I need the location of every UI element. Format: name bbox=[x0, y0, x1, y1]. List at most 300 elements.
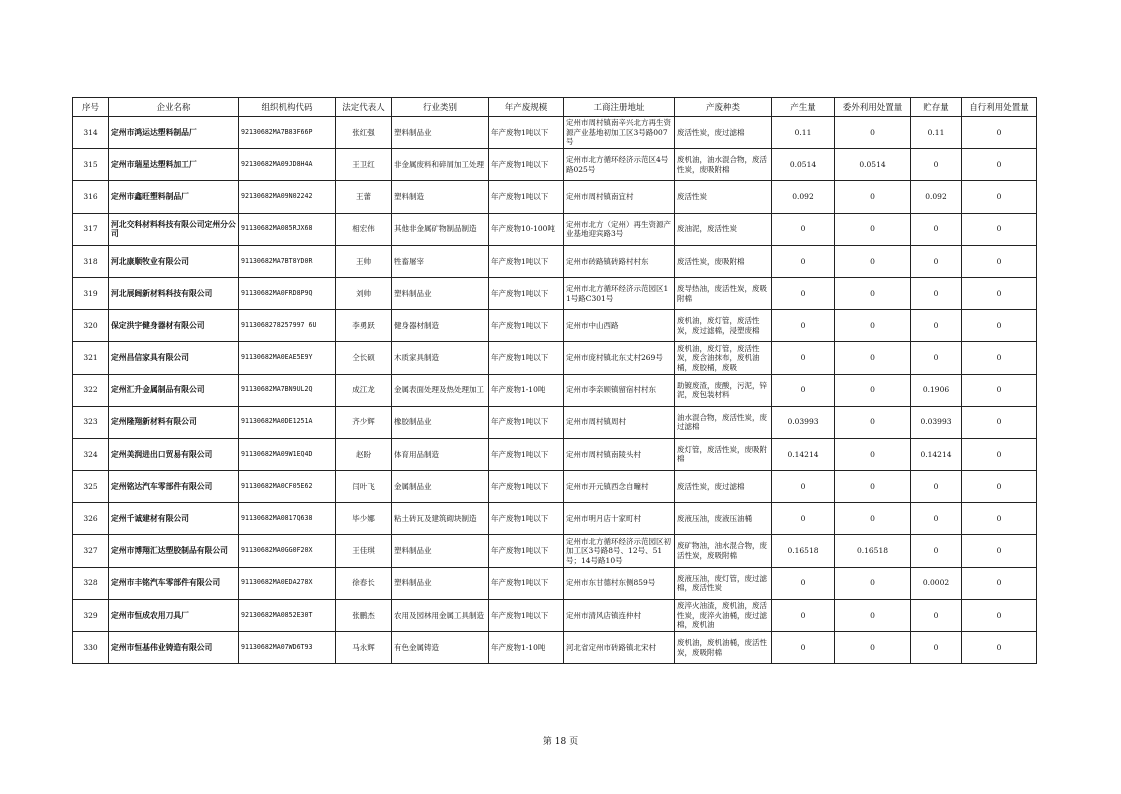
cell-org-code bbox=[239, 599, 336, 631]
cell-address-text: 定州市李亲顾镇留宿村村东 bbox=[566, 385, 656, 395]
cell-waste-type-text: 废机油，废灯管，废活性炭，废过滤棉，浸塑废棉 bbox=[677, 316, 760, 335]
cell-company bbox=[109, 245, 239, 277]
cell-self-disposed bbox=[962, 213, 1037, 245]
cell-index bbox=[73, 503, 109, 535]
col-header-org-code: 组织机构代码 bbox=[239, 98, 336, 117]
cell-org-code bbox=[239, 632, 336, 664]
cell-legal-rep bbox=[336, 149, 392, 181]
cell-company-text: 定州市瑞星达塑料加工厂 bbox=[111, 159, 197, 169]
cell-stored bbox=[911, 277, 962, 309]
cell-industry bbox=[392, 310, 489, 342]
cell-self-disposed-text: 0 bbox=[996, 159, 1002, 169]
cell-self-disposed bbox=[962, 117, 1037, 149]
cell-outsourced-text: 0 bbox=[870, 320, 875, 330]
cell-org-code-text: 92130682MA0852E30T bbox=[241, 610, 313, 619]
cell-legal-rep bbox=[336, 535, 392, 567]
table-row bbox=[73, 149, 1037, 181]
cell-org-code-text: 9113068278257997 6U bbox=[241, 320, 317, 329]
cell-stored bbox=[911, 310, 962, 342]
cell-org-code bbox=[239, 374, 336, 406]
cell-org-code-text: 92130682MA09JD8H4A bbox=[241, 159, 313, 168]
cell-self-disposed-text: 0 bbox=[996, 642, 1002, 652]
cell-org-code-text: 91130682MA7BT8YD0R bbox=[241, 256, 313, 265]
cell-waste-type bbox=[675, 117, 772, 149]
cell-industry-text: 塑料制造 bbox=[394, 192, 424, 202]
table-row bbox=[73, 117, 1037, 149]
cell-stored-text: 0.03993 bbox=[920, 417, 952, 427]
cell-scale bbox=[489, 342, 564, 374]
cell-self-disposed bbox=[962, 535, 1037, 567]
cell-stored bbox=[911, 632, 962, 664]
cell-generated bbox=[772, 117, 835, 149]
cell-company bbox=[109, 213, 239, 245]
cell-stored-text: 0.11 bbox=[927, 127, 945, 137]
cell-self-disposed-text: 0 bbox=[996, 353, 1002, 363]
col-header-legal-rep: 法定代表人 bbox=[336, 98, 392, 117]
cell-company bbox=[109, 632, 239, 664]
cell-generated bbox=[772, 213, 835, 245]
cell-generated bbox=[772, 342, 835, 374]
cell-waste-type bbox=[675, 213, 772, 245]
cell-waste-type bbox=[675, 406, 772, 438]
cell-scale bbox=[489, 535, 564, 567]
cell-waste-type-text: 油水混合物，废活性炭，废过滤棉 bbox=[677, 412, 767, 432]
table-body bbox=[73, 117, 1037, 664]
cell-self-disposed-text: 0 bbox=[996, 578, 1002, 588]
cell-index bbox=[73, 599, 109, 631]
table-row bbox=[73, 567, 1037, 599]
cell-generated bbox=[772, 599, 835, 631]
cell-scale bbox=[489, 374, 564, 406]
cell-outsourced-text: 0 bbox=[870, 353, 875, 363]
cell-org-code bbox=[239, 567, 336, 599]
cell-scale-text: 年产废物1-10吨 bbox=[491, 642, 546, 652]
cell-scale-text: 年产废物1吨以下 bbox=[491, 127, 549, 137]
cell-legal-rep-text: 赵盼 bbox=[356, 449, 371, 459]
cell-index-text: 328 bbox=[83, 578, 98, 588]
cell-generated bbox=[772, 535, 835, 567]
cell-address bbox=[564, 310, 675, 342]
cell-company bbox=[109, 181, 239, 213]
cell-outsourced bbox=[835, 310, 911, 342]
cell-legal-rep-text: 成江龙 bbox=[352, 385, 375, 395]
cell-legal-rep bbox=[336, 438, 392, 470]
waste-enterprise-table bbox=[72, 97, 1037, 664]
cell-address-text: 定州市周村镇南陵头村 bbox=[566, 449, 641, 459]
cell-stored-text: 0 bbox=[933, 288, 939, 298]
cell-scale bbox=[489, 213, 564, 245]
cell-org-code-text: 91130682MA0CF05E62 bbox=[241, 481, 313, 490]
cell-org-code bbox=[239, 342, 336, 374]
cell-company bbox=[109, 599, 239, 631]
cell-company bbox=[109, 310, 239, 342]
cell-generated bbox=[772, 245, 835, 277]
table-row bbox=[73, 599, 1037, 631]
cell-waste-type bbox=[675, 632, 772, 664]
table-row bbox=[73, 342, 1037, 374]
cell-company-text: 保定洪宇健身器材有限公司 bbox=[111, 320, 205, 330]
table-row bbox=[73, 471, 1037, 503]
cell-index bbox=[73, 181, 109, 213]
cell-outsourced-text: 0 bbox=[870, 642, 875, 652]
cell-legal-rep-text: 齐少辉 bbox=[352, 417, 375, 427]
cell-legal-rep bbox=[336, 342, 392, 374]
cell-stored bbox=[911, 149, 962, 181]
cell-self-disposed bbox=[962, 181, 1037, 213]
cell-scale bbox=[489, 567, 564, 599]
cell-waste-type-text: 废活性炭，废过滤棉 bbox=[677, 481, 745, 491]
cell-waste-type-text: 废活性炭 bbox=[677, 192, 707, 202]
cell-self-disposed bbox=[962, 567, 1037, 599]
cell-waste-type-text: 废灯管，废活性炭，废吸附棉 bbox=[677, 444, 767, 464]
cell-scale bbox=[489, 277, 564, 309]
cell-index bbox=[73, 213, 109, 245]
cell-index-text: 326 bbox=[83, 514, 98, 524]
cell-company bbox=[109, 471, 239, 503]
cell-industry bbox=[392, 117, 489, 149]
cell-outsourced-text: 0.0514 bbox=[859, 159, 886, 169]
col-header-outsourced: 委外利用处置量 bbox=[835, 98, 911, 117]
cell-address bbox=[564, 117, 675, 149]
cell-generated-text: 0 bbox=[800, 578, 806, 588]
cell-stored-text: 0 bbox=[933, 353, 939, 363]
cell-org-code bbox=[239, 438, 336, 470]
cell-industry bbox=[392, 406, 489, 438]
cell-legal-rep bbox=[336, 599, 392, 631]
cell-scale-text: 年产废物1吨以下 bbox=[491, 514, 549, 524]
cell-scale-text: 年产废物1吨以下 bbox=[491, 449, 549, 459]
cell-stored-text: 0 bbox=[933, 320, 939, 330]
cell-industry bbox=[392, 245, 489, 277]
cell-company bbox=[109, 342, 239, 374]
table-row bbox=[73, 181, 1037, 213]
col-header-scale: 年产废规模 bbox=[489, 98, 564, 117]
cell-stored-text: 0.0002 bbox=[922, 578, 950, 588]
cell-self-disposed-text: 0 bbox=[996, 320, 1002, 330]
cell-stored bbox=[911, 406, 962, 438]
cell-industry-text: 非金属废料和碎屑加工处理 bbox=[394, 159, 484, 169]
cell-scale bbox=[489, 406, 564, 438]
cell-index-text: 315 bbox=[83, 159, 98, 169]
cell-company bbox=[109, 117, 239, 149]
col-header-self-disposed: 自行利用处置量 bbox=[962, 98, 1037, 117]
cell-scale-text: 年产废物1吨以下 bbox=[491, 288, 549, 298]
cell-industry-text: 塑料制品业 bbox=[394, 127, 432, 137]
cell-waste-type bbox=[675, 310, 772, 342]
cell-self-disposed-text: 0 bbox=[996, 514, 1002, 524]
cell-self-disposed-text: 0 bbox=[996, 546, 1002, 556]
cell-org-code-text: 91130682MA07WD6T93 bbox=[241, 642, 313, 651]
cell-index-text: 319 bbox=[83, 288, 98, 298]
cell-generated-text: 0 bbox=[800, 610, 806, 620]
cell-outsourced bbox=[835, 503, 911, 535]
cell-org-code bbox=[239, 213, 336, 245]
cell-self-disposed-text: 0 bbox=[996, 224, 1002, 234]
cell-self-disposed bbox=[962, 632, 1037, 664]
cell-generated bbox=[772, 277, 835, 309]
cell-legal-rep-text: 马永辉 bbox=[352, 642, 375, 652]
cell-legal-rep bbox=[336, 406, 392, 438]
cell-stored-text: 0 bbox=[933, 610, 939, 620]
cell-self-disposed bbox=[962, 599, 1037, 631]
cell-company bbox=[109, 535, 239, 567]
cell-self-disposed-text: 0 bbox=[996, 449, 1002, 459]
cell-company-text: 定州千诚建材有限公司 bbox=[111, 514, 189, 524]
cell-company-text: 定州市丰铭汽车零部件有限公司 bbox=[111, 578, 221, 588]
cell-generated bbox=[772, 181, 835, 213]
cell-company-text: 定州市恒基伟业铸造有限公司 bbox=[111, 642, 213, 652]
cell-outsourced bbox=[835, 342, 911, 374]
cell-stored bbox=[911, 535, 962, 567]
cell-waste-type bbox=[675, 503, 772, 535]
cell-company-text: 定州汇升金属制品有限公司 bbox=[111, 385, 205, 395]
cell-industry bbox=[392, 471, 489, 503]
cell-generated-text: 0 bbox=[800, 320, 806, 330]
cell-waste-type-text: 废淬火油渣，废机油，废活性炭，废淬火油桶，废过滤棉，废机油 bbox=[677, 601, 767, 630]
cell-outsourced-text: 0.16518 bbox=[856, 546, 888, 556]
cell-industry-text: 有色金属铸造 bbox=[394, 642, 439, 652]
cell-outsourced bbox=[835, 471, 911, 503]
cell-self-disposed bbox=[962, 374, 1037, 406]
cell-waste-type bbox=[675, 149, 772, 181]
cell-stored-text: 0 bbox=[933, 224, 939, 234]
cell-generated-text: 0.0514 bbox=[789, 159, 817, 169]
cell-index bbox=[73, 245, 109, 277]
cell-outsourced bbox=[835, 181, 911, 213]
cell-scale-text: 年产废物1吨以下 bbox=[491, 578, 549, 588]
cell-org-code bbox=[239, 535, 336, 567]
cell-industry bbox=[392, 599, 489, 631]
cell-legal-rep-text: 徐春长 bbox=[352, 578, 375, 588]
cell-index bbox=[73, 535, 109, 567]
cell-self-disposed bbox=[962, 406, 1037, 438]
cell-stored-text: 0 bbox=[933, 256, 939, 266]
cell-generated bbox=[772, 374, 835, 406]
cell-outsourced-text: 0 bbox=[870, 256, 875, 266]
cell-address-text: 定州市中山西路 bbox=[566, 320, 619, 330]
cell-address-text: 河北省定州市砖路镇北宋村 bbox=[566, 642, 656, 652]
cell-legal-rep bbox=[336, 310, 392, 342]
cell-generated-text: 0 bbox=[800, 385, 806, 395]
cell-self-disposed-text: 0 bbox=[996, 610, 1002, 620]
cell-waste-type bbox=[675, 342, 772, 374]
cell-index-text: 316 bbox=[83, 192, 98, 202]
cell-address bbox=[564, 632, 675, 664]
cell-legal-rep bbox=[336, 277, 392, 309]
cell-outsourced-text: 0 bbox=[870, 514, 875, 524]
cell-waste-type bbox=[675, 599, 772, 631]
table-row bbox=[73, 374, 1037, 406]
cell-address bbox=[564, 471, 675, 503]
cell-industry bbox=[392, 181, 489, 213]
cell-outsourced-text: 0 bbox=[870, 610, 875, 620]
cell-company bbox=[109, 277, 239, 309]
cell-self-disposed bbox=[962, 471, 1037, 503]
cell-outsourced bbox=[835, 438, 911, 470]
cell-industry bbox=[392, 213, 489, 245]
cell-industry-text: 金属制品业 bbox=[394, 481, 432, 491]
cell-legal-rep bbox=[336, 117, 392, 149]
cell-address-text: 定州市北方（定州）再生资源产业基地迎宾路3号 bbox=[566, 219, 671, 239]
cell-waste-type-text: 废机油，废灯管，废活性炭，废含油抹布，废机油桶，废胶桶，废吸 bbox=[677, 343, 760, 372]
cell-address bbox=[564, 149, 675, 181]
cell-address-text: 定州市开元镇西念自疃村 bbox=[566, 481, 649, 491]
cell-waste-type-text: 废活性炭，废过滤棉 bbox=[677, 127, 745, 137]
cell-self-disposed-text: 0 bbox=[996, 256, 1002, 266]
cell-legal-rep-text: 李勇跃 bbox=[352, 320, 375, 330]
cell-scale-text: 年产废物1吨以下 bbox=[491, 353, 549, 363]
cell-index-text: 330 bbox=[83, 642, 98, 652]
cell-outsourced-text: 0 bbox=[870, 127, 875, 137]
cell-waste-type bbox=[675, 438, 772, 470]
cell-index bbox=[73, 310, 109, 342]
cell-waste-type-text: 废活性炭，废吸附棉 bbox=[677, 256, 745, 266]
cell-address-text: 定州市周村镇周村 bbox=[566, 417, 626, 427]
cell-waste-type-text: 废机油，废机油桶，废活性炭，废吸附棉 bbox=[677, 638, 767, 657]
cell-generated-text: 0 bbox=[800, 256, 806, 266]
cell-address-text: 定州市庞村镇北东丈村269号 bbox=[566, 353, 663, 363]
cell-stored-text: 0 bbox=[933, 481, 939, 491]
cell-waste-type-text: 废矿物油，油水混合物，废活性炭，废吸附棉 bbox=[677, 541, 767, 561]
cell-org-code bbox=[239, 503, 336, 535]
cell-outsourced bbox=[835, 632, 911, 664]
cell-scale bbox=[489, 438, 564, 470]
cell-legal-rep bbox=[336, 181, 392, 213]
table-row bbox=[73, 213, 1037, 245]
cell-scale bbox=[489, 599, 564, 631]
cell-scale-text: 年产废物1吨以下 bbox=[491, 256, 549, 266]
cell-address bbox=[564, 245, 675, 277]
cell-address bbox=[564, 406, 675, 438]
cell-legal-rep-text: 仝长硕 bbox=[352, 353, 375, 363]
cell-address-text: 定州市周村镇南辛兴北方再生资源产业基地初加工区3号路007号 bbox=[566, 118, 671, 147]
cell-company-text: 定州铭达汽车零部件有限公司 bbox=[111, 481, 213, 491]
cell-stored-text: 0.092 bbox=[925, 192, 947, 202]
cell-legal-rep-text: 王卫红 bbox=[352, 159, 375, 169]
cell-scale-text: 年产废物1吨以下 bbox=[491, 481, 549, 491]
cell-outsourced bbox=[835, 149, 911, 181]
cell-industry-text: 粘土砖瓦及建筑砌块制造 bbox=[394, 514, 477, 524]
cell-address bbox=[564, 503, 675, 535]
cell-index-text: 318 bbox=[83, 256, 98, 266]
cell-industry-text: 橡胶制品业 bbox=[394, 417, 432, 427]
cell-generated bbox=[772, 310, 835, 342]
cell-industry-text: 塑料制品业 bbox=[394, 546, 432, 556]
cell-org-code-text: 91130682MA0EAE5E9Y bbox=[241, 353, 313, 362]
cell-address bbox=[564, 438, 675, 470]
cell-index bbox=[73, 117, 109, 149]
cell-org-code-text: 91130682MA7BN9UL2Q bbox=[241, 385, 313, 394]
col-header-industry: 行业类别 bbox=[392, 98, 489, 117]
cell-address bbox=[564, 181, 675, 213]
cell-index bbox=[73, 632, 109, 664]
cell-index bbox=[73, 471, 109, 503]
cell-stored-text: 0 bbox=[933, 159, 939, 169]
header-row bbox=[73, 98, 1037, 117]
cell-index bbox=[73, 374, 109, 406]
cell-outsourced bbox=[835, 567, 911, 599]
cell-industry bbox=[392, 567, 489, 599]
cell-waste-type bbox=[675, 245, 772, 277]
cell-industry-text: 牲畜屠宰 bbox=[394, 256, 424, 266]
cell-index-text: 322 bbox=[83, 385, 98, 395]
cell-industry bbox=[392, 149, 489, 181]
cell-stored-text: 0.1906 bbox=[922, 385, 950, 395]
cell-company bbox=[109, 149, 239, 181]
cell-industry bbox=[392, 535, 489, 567]
cell-address bbox=[564, 567, 675, 599]
cell-org-code-text: 91130682MA0GG0F20X bbox=[241, 546, 313, 555]
cell-legal-rep bbox=[336, 213, 392, 245]
cell-outsourced-text: 0 bbox=[870, 449, 875, 459]
cell-address bbox=[564, 535, 675, 567]
cell-org-code bbox=[239, 245, 336, 277]
cell-generated-text: 0.16518 bbox=[787, 546, 819, 556]
cell-self-disposed bbox=[962, 277, 1037, 309]
cell-outsourced bbox=[835, 374, 911, 406]
cell-company-text: 定州市鸿运达塑料制品厂 bbox=[111, 127, 197, 137]
cell-scale-text: 年产废物1-10吨 bbox=[491, 385, 546, 395]
cell-waste-type-text: 助镀废渣，废酸，污泥，锌泥，废包装材料 bbox=[677, 380, 767, 400]
cell-generated bbox=[772, 471, 835, 503]
cell-address-text: 定州市东甘德村东侧859号 bbox=[566, 578, 656, 588]
cell-legal-rep-text: 张红强 bbox=[352, 127, 375, 137]
cell-legal-rep bbox=[336, 245, 392, 277]
cell-company-text: 定州隆翔新材料有限公司 bbox=[111, 417, 197, 427]
table-row bbox=[73, 406, 1037, 438]
cell-stored-text: 0 bbox=[933, 642, 939, 652]
cell-industry-text: 体育用品制造 bbox=[394, 449, 439, 459]
cell-outsourced bbox=[835, 245, 911, 277]
cell-scale-text: 年产废物1吨以下 bbox=[491, 320, 549, 330]
cell-outsourced bbox=[835, 599, 911, 631]
cell-address-text: 定州市清风店镇连仲村 bbox=[566, 610, 641, 620]
cell-org-code bbox=[239, 310, 336, 342]
cell-industry bbox=[392, 632, 489, 664]
cell-generated-text: 0 bbox=[800, 481, 806, 491]
cell-industry-text: 木质家具制造 bbox=[394, 353, 439, 363]
cell-org-code bbox=[239, 117, 336, 149]
cell-self-disposed bbox=[962, 149, 1037, 181]
cell-outsourced bbox=[835, 277, 911, 309]
cell-index bbox=[73, 438, 109, 470]
cell-stored bbox=[911, 471, 962, 503]
cell-index-text: 314 bbox=[83, 127, 98, 137]
cell-index bbox=[73, 277, 109, 309]
cell-legal-rep-text: 毕少娜 bbox=[352, 514, 375, 524]
col-header-stored: 贮存量 bbox=[911, 98, 962, 117]
cell-address-text: 定州市砖路镇砖路村村东 bbox=[566, 256, 649, 266]
cell-address-text: 定州市北方循环经济示范园区11号路C301号 bbox=[566, 283, 669, 303]
cell-org-code-text: 92130682MA09N02242 bbox=[241, 192, 313, 201]
cell-generated-text: 0.14214 bbox=[787, 449, 819, 459]
cell-outsourced bbox=[835, 213, 911, 245]
cell-company-text: 河北交科材料科技有限公司定州分公司 bbox=[111, 219, 236, 239]
cell-self-disposed-text: 0 bbox=[996, 192, 1002, 202]
cell-generated bbox=[772, 149, 835, 181]
cell-company bbox=[109, 438, 239, 470]
cell-index bbox=[73, 342, 109, 374]
cell-scale bbox=[489, 471, 564, 503]
cell-legal-rep-text: 刘帅 bbox=[356, 288, 371, 298]
cell-generated-text: 0.11 bbox=[794, 127, 812, 137]
cell-scale-text: 年产废物1吨以下 bbox=[491, 417, 549, 427]
cell-index bbox=[73, 406, 109, 438]
col-header-address: 工商注册地址 bbox=[564, 98, 675, 117]
table-row bbox=[73, 310, 1037, 342]
cell-stored-text: 0 bbox=[933, 514, 939, 524]
cell-scale bbox=[489, 310, 564, 342]
